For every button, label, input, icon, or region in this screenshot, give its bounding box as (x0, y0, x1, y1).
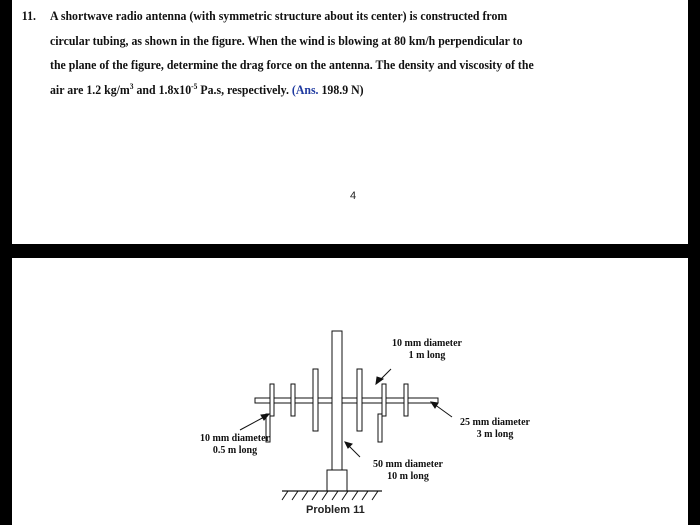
vertical-rod-outer-left (270, 384, 274, 416)
leader-left (240, 416, 266, 430)
vertical-rod-mid-left (291, 384, 295, 416)
vertical-rod-inner-left (313, 369, 318, 431)
vertical-rod-outer-right (404, 384, 408, 416)
page-number: 4 (350, 190, 357, 202)
problem-line-2: circular tubing, as shown in the figure. When the wind is blowing at 80 km/h perpendicular to (50, 33, 523, 48)
page-upper (12, 0, 688, 244)
ground-hatching (282, 491, 378, 500)
problem-line-3: the plane of the figure, determine the drag force on the antenna. The density and viscosity of the (50, 58, 534, 72)
answer-label: (Ans. (291, 82, 319, 97)
horizontal-crossbar (255, 398, 438, 403)
figure-caption: Problem 11 (306, 504, 365, 516)
label-right: 25 mm diameter 3 m long (460, 417, 530, 440)
label-top: 10 mm diameter 1 m long (392, 338, 462, 361)
arrowhead-bottom (345, 442, 352, 448)
vertical-rod-far-right (378, 414, 382, 442)
main-mast (332, 331, 342, 491)
vertical-rod-mid-right (382, 384, 386, 416)
answer-value: 198.9 N) (318, 82, 364, 97)
arrowhead-right (431, 402, 438, 408)
label-left: 10 mm diameter 0.5 m long (200, 433, 270, 456)
label-bottom: 50 mm diameter 10 m long (373, 459, 443, 482)
mast-base (327, 470, 347, 491)
page-figure (12, 258, 688, 525)
problem-line-1: A shortwave radio antenna (with symmetric structure about its center) is constructed from (50, 9, 508, 23)
problem-line-4: air are 1.2 $kg/m^3$ and $1.8x10^{-5}$ Pa.s, respectively. (Ans. 198.9 N) (50, 81, 364, 97)
problem-statement (21, 4, 612, 102)
vertical-rod-inner-right (357, 369, 362, 431)
problem-number: 11. (21, 9, 36, 23)
antenna-figure (12, 258, 688, 525)
